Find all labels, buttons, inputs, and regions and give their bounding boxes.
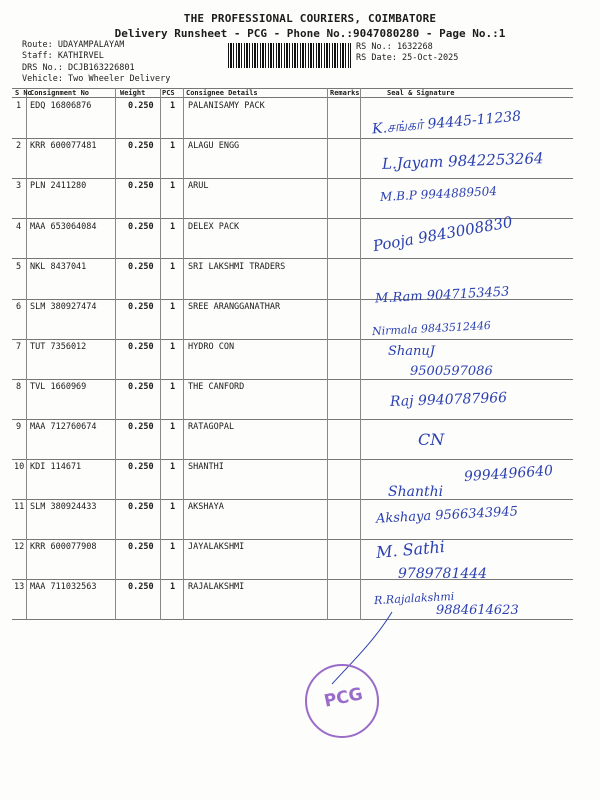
row-weight: 0.250 — [128, 582, 154, 592]
signature-handwriting: L.Jayam 9842253264 — [381, 149, 544, 173]
signature-handwriting: M. Sathi — [375, 537, 446, 562]
row-sno: 2 — [16, 141, 22, 151]
row-consignment: TUT 7356012 — [30, 342, 87, 352]
row-sno: 7 — [16, 342, 22, 352]
row-sno: 4 — [16, 222, 22, 232]
row-consignment: PLN 2411280 — [30, 181, 87, 191]
runsheet-subtitle: Delivery Runsheet - PCG - Phone No.:9047080280 - Page No.:1 — [114, 27, 506, 40]
row-weight: 0.250 — [128, 101, 154, 111]
row-consignee: ALAGU ENGG — [188, 141, 240, 151]
signature-handwriting: 9884614623 — [436, 603, 519, 618]
row-consignment: MAA 712760674 — [30, 422, 97, 432]
row-weight: 0.250 — [128, 262, 154, 272]
row-consignment: KRR 600077908 — [30, 542, 97, 552]
row-pcs: 1 — [170, 542, 176, 552]
col-header-consignee: Consignee Details — [186, 89, 258, 97]
row-weight: 0.250 — [128, 141, 154, 151]
row-sno: 1 — [16, 101, 22, 111]
signature-handwriting: M.Ram 9047153453 — [374, 284, 510, 307]
signature-handwriting: Nirmala 9843512446 — [371, 318, 492, 339]
signature-handwriting: CN — [418, 430, 445, 449]
signature-handwriting: M.B.P 9944889504 — [379, 183, 498, 205]
row-pcs: 1 — [170, 422, 176, 432]
signature-handwriting: Raj 9940787966 — [389, 389, 508, 411]
row-consignee: SREE ARANGGANATHAR — [188, 302, 281, 312]
row-weight: 0.250 — [128, 222, 154, 232]
row-pcs: 1 — [170, 141, 176, 151]
row-sno: 11 — [14, 502, 25, 512]
row-consignee: SRI LAKSHMI TRADERS — [188, 262, 286, 272]
signature-handwriting: K.சங்கர் 94445-11238 — [371, 108, 522, 138]
row-consignee: RATAGOPAL — [188, 422, 235, 432]
row-consignee: PALANISAMY PACK — [188, 101, 265, 111]
row-pcs: 1 — [170, 582, 176, 592]
row-weight: 0.250 — [128, 462, 154, 472]
row-consignment: KRR 600077481 — [30, 141, 97, 151]
row-consignment: TVL 1660969 — [30, 382, 87, 392]
rs-number: RS No.: 1632268 — [356, 42, 433, 52]
row-consignment: KDI 114671 — [30, 462, 82, 472]
row-sno: 3 — [16, 181, 22, 191]
row-weight: 0.250 — [128, 342, 154, 352]
signature-handwriting: 9994496640 — [463, 462, 554, 486]
row-consignment: MAA 711032563 — [30, 582, 97, 592]
col-header-weight: Weight — [120, 89, 146, 97]
row-consignment: NKL 8437041 — [30, 262, 87, 272]
row-sno: 9 — [16, 422, 22, 432]
signature-handwriting: ShanuJ — [388, 344, 435, 359]
row-sno: 5 — [16, 262, 22, 272]
row-consignee: AKSHAYA — [188, 502, 224, 512]
row-sno: 10 — [14, 462, 25, 472]
rs-date: RS Date: 25-Oct-2025 — [356, 53, 459, 63]
row-weight: 0.250 — [128, 181, 154, 191]
row-pcs: 1 — [170, 462, 176, 472]
row-consignee: HYDRO CON — [188, 342, 235, 352]
row-weight: 0.250 — [128, 382, 154, 392]
row-consignee: ARUL — [188, 181, 209, 191]
signature-handwriting: Pooja 9843008830 — [371, 212, 514, 256]
row-weight: 0.250 — [128, 542, 154, 552]
vehicle: Vehicle: Two Wheeler Delivery — [22, 74, 171, 84]
row-pcs: 1 — [170, 222, 176, 232]
stamp-label: PCG — [322, 684, 365, 712]
row-pcs: 1 — [170, 262, 176, 272]
row-consignment: MAA 653064084 — [30, 222, 97, 232]
row-pcs: 1 — [170, 502, 176, 512]
staff: Staff: KATHIRVEL — [22, 51, 104, 61]
row-sno: 12 — [14, 542, 25, 552]
signature-handwriting: Shanthi — [388, 484, 444, 500]
row-sno: 13 — [14, 582, 25, 592]
row-consignee: JAYALAKSHMI — [188, 542, 245, 552]
row-pcs: 1 — [170, 382, 176, 392]
row-weight: 0.250 — [128, 502, 154, 512]
row-consignee: SHANTHI — [188, 462, 224, 472]
row-consignment: EDQ 16806876 — [30, 101, 92, 111]
row-pcs: 1 — [170, 342, 176, 352]
row-consignee: RAJALAKSHMI — [188, 582, 245, 592]
col-header-signature: Seal & Signature — [387, 89, 455, 97]
col-header-remarks: Remarks — [330, 89, 360, 97]
signature-handwriting: 9789781444 — [398, 566, 488, 582]
route: Route: UDAYAMPALAYAM — [22, 40, 125, 50]
row-sno: 8 — [16, 382, 22, 392]
row-consignee: DELEX PACK — [188, 222, 240, 232]
signature-handwriting: R.Rajalakshmi — [373, 589, 455, 608]
signature-handwriting: 9500597086 — [410, 364, 493, 379]
row-consignee: THE CANFORD — [188, 382, 245, 392]
row-consignment: SLM 380927474 — [30, 302, 97, 312]
col-header-consignment: Consignment No — [30, 89, 90, 97]
row-pcs: 1 — [170, 101, 176, 111]
row-pcs: 1 — [170, 181, 176, 191]
row-pcs: 1 — [170, 302, 176, 312]
row-weight: 0.250 — [128, 422, 154, 432]
row-consignment: SLM 380924433 — [30, 502, 97, 512]
col-header-sno: S No — [15, 89, 32, 97]
company-title: THE PROFESSIONAL COURIERS, COIMBATORE — [183, 12, 437, 25]
row-sno: 6 — [16, 302, 22, 312]
col-header-pcs: PCS — [162, 89, 175, 97]
drs-number: DRS No.: DCJB163226801 — [22, 63, 135, 73]
row-weight: 0.250 — [128, 302, 154, 312]
signature-handwriting: Akshaya 9566343945 — [375, 504, 519, 527]
